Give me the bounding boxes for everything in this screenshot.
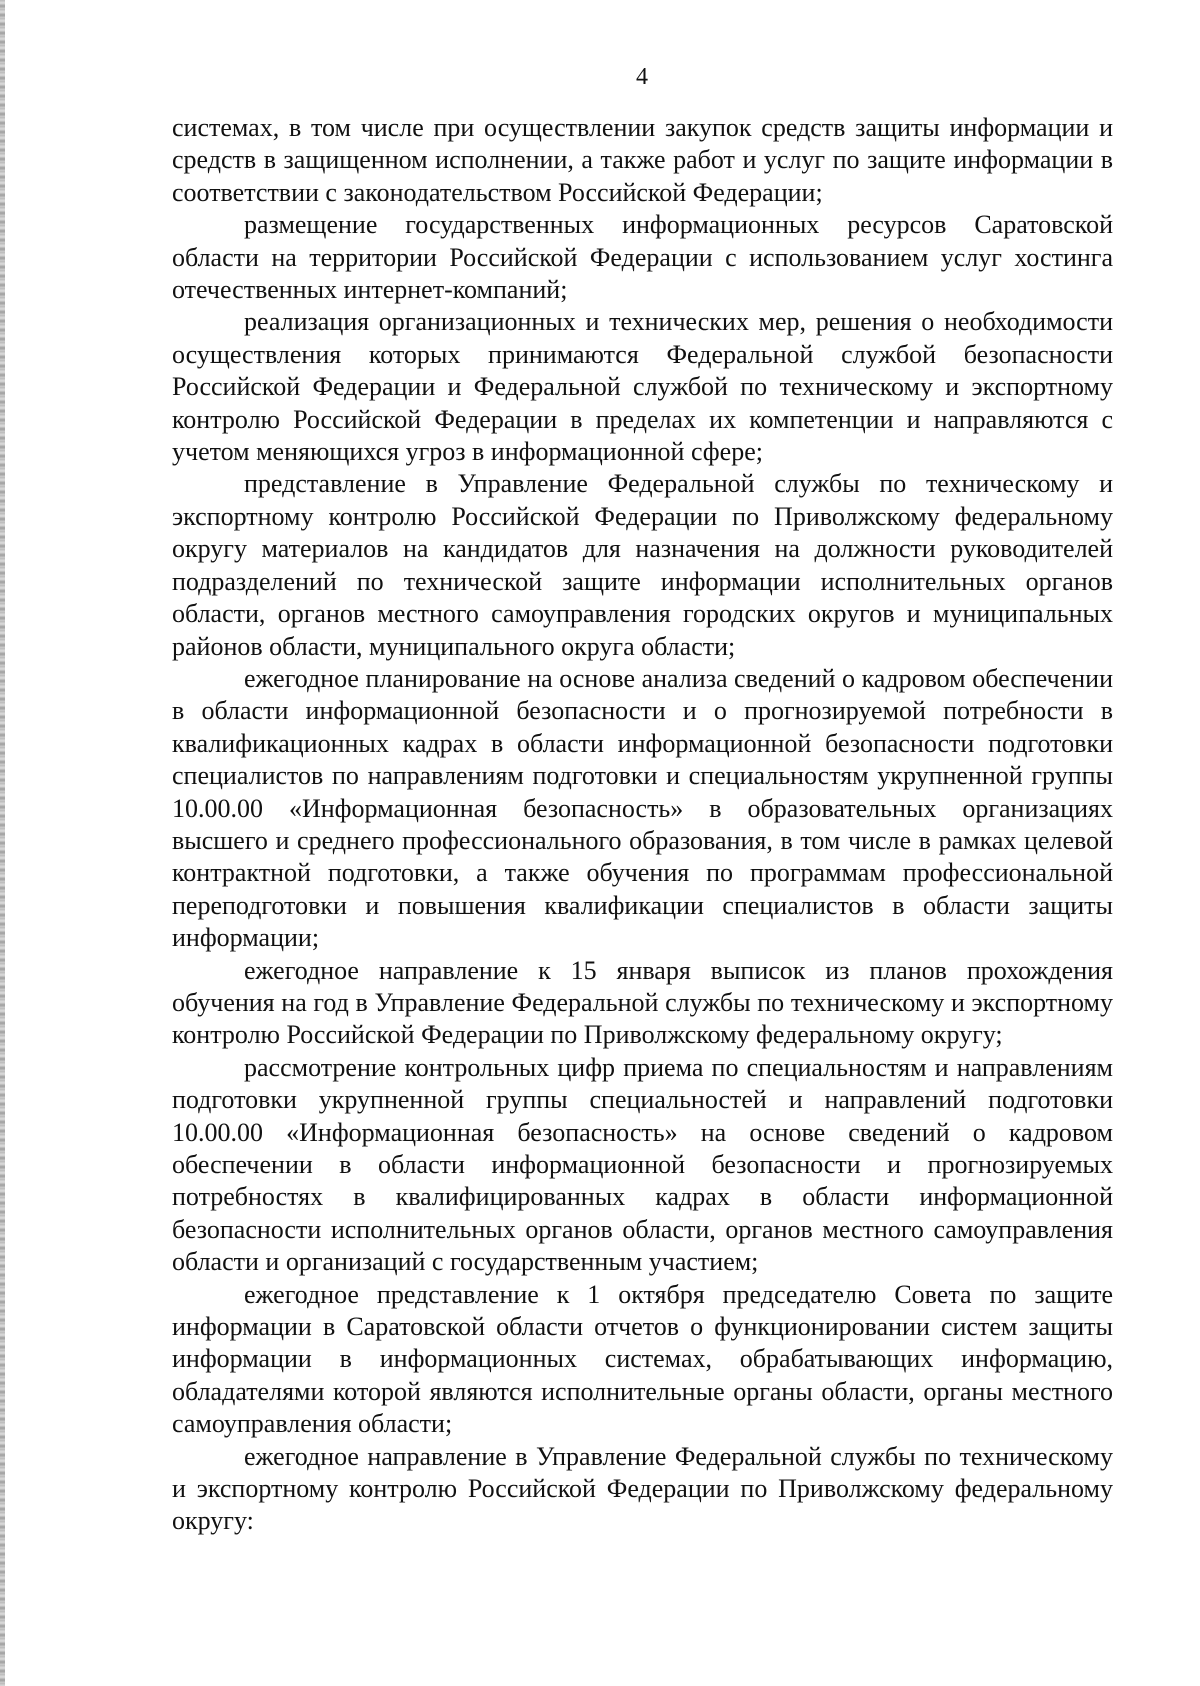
paragraph-training-plans: ежегодное направление к 15 января выписок из планов прохождения обучения на год в Управление Федеральной службы по техническому и экспортному контролю Российской Федерации по Приволжскому федеральному округу; <box>172 955 1113 1050</box>
paragraph-annual-reports: ежегодное представление к 1 октября председателю Совета по защите информации в Саратовской области отчетов о функционировании систем защиты информации в информационных системах, обрабатывающих информацию, обладателями которой являются исполнительные органы области, органы местного самоуправления области; <box>172 1279 1113 1439</box>
page-number: 4 <box>636 64 648 90</box>
paragraph-hosting: размещение государственных информационных ресурсов Саратовской области на территории Российской Федерации с использованием услуг хостинга отечественных интернет-компаний; <box>172 210 1113 305</box>
paragraph-candidates: представление в Управление Федеральной службы по техническому и экспортному контролю Российской Федерации по Приволжскому федеральному округу материалов на кандидатов для назначения на должности руководителей подразделений по технической защите информации исполнительных органов области, органов местного самоуправления городских округов и муниципальных районов области, муниципального округа области; <box>172 469 1113 661</box>
scan-edge-artifact <box>0 0 5 1686</box>
paragraph-admission-figures: рассмотрение контрольных цифр приема по специальностям и направлениям подготовки укрупненной группы специальностей и направлений подготовки 10.00.00 «Информационная безопасность» на основе сведений о кадровом обеспечении в области информационной безопасности и прогнозируемых потребностях в квалифицированных кадрах в области информационной безопасности исполнительных органов области, органов местного самоуправления области и организаций с государственным участием; <box>172 1052 1113 1277</box>
paragraph-organizational-measures: реализация организационных и технических мер, решения о необходимости осуществления которых принимаются Федеральной службой безопасности Российской Федерации и Федеральной службой по техническому и экспортному контролю Российской Федерации в пределах их компетенции и направляются с учетом меняющихся угроз в информационной сфере; <box>172 307 1113 467</box>
document-body <box>172 112 1113 1538</box>
paragraph-annual-planning: ежегодное планирование на основе анализа сведений о кадровом обеспечении в области информационной безопасности и о прогнозируемой потребности в квалификационных кадрах в области информационной безопасности подготовки специалистов по направлениям подготовки и специальностям укрупненной группы 10.00.00 «Информационная безопасность» в образовательных организациях высшего и среднего профессионального образования, в том числе в рамках целевой контрактной подготовки, а также обучения по программам профессиональной переподготовки и повышения квалификации специалистов в области защиты информации; <box>172 663 1113 953</box>
paragraph-annual-submission: ежегодное направление в Управление Федеральной службы по техническому и экспортному контролю Российской Федерации по Приволжскому федеральному округу: <box>172 1441 1113 1536</box>
paragraph-continuation: системах, в том числе при осуществлении закупок средств защиты информации и средств в защищенном исполнении, а также работ и услуг по защите информации в соответствии с законодательством Российской Федерации; <box>172 113 1113 207</box>
